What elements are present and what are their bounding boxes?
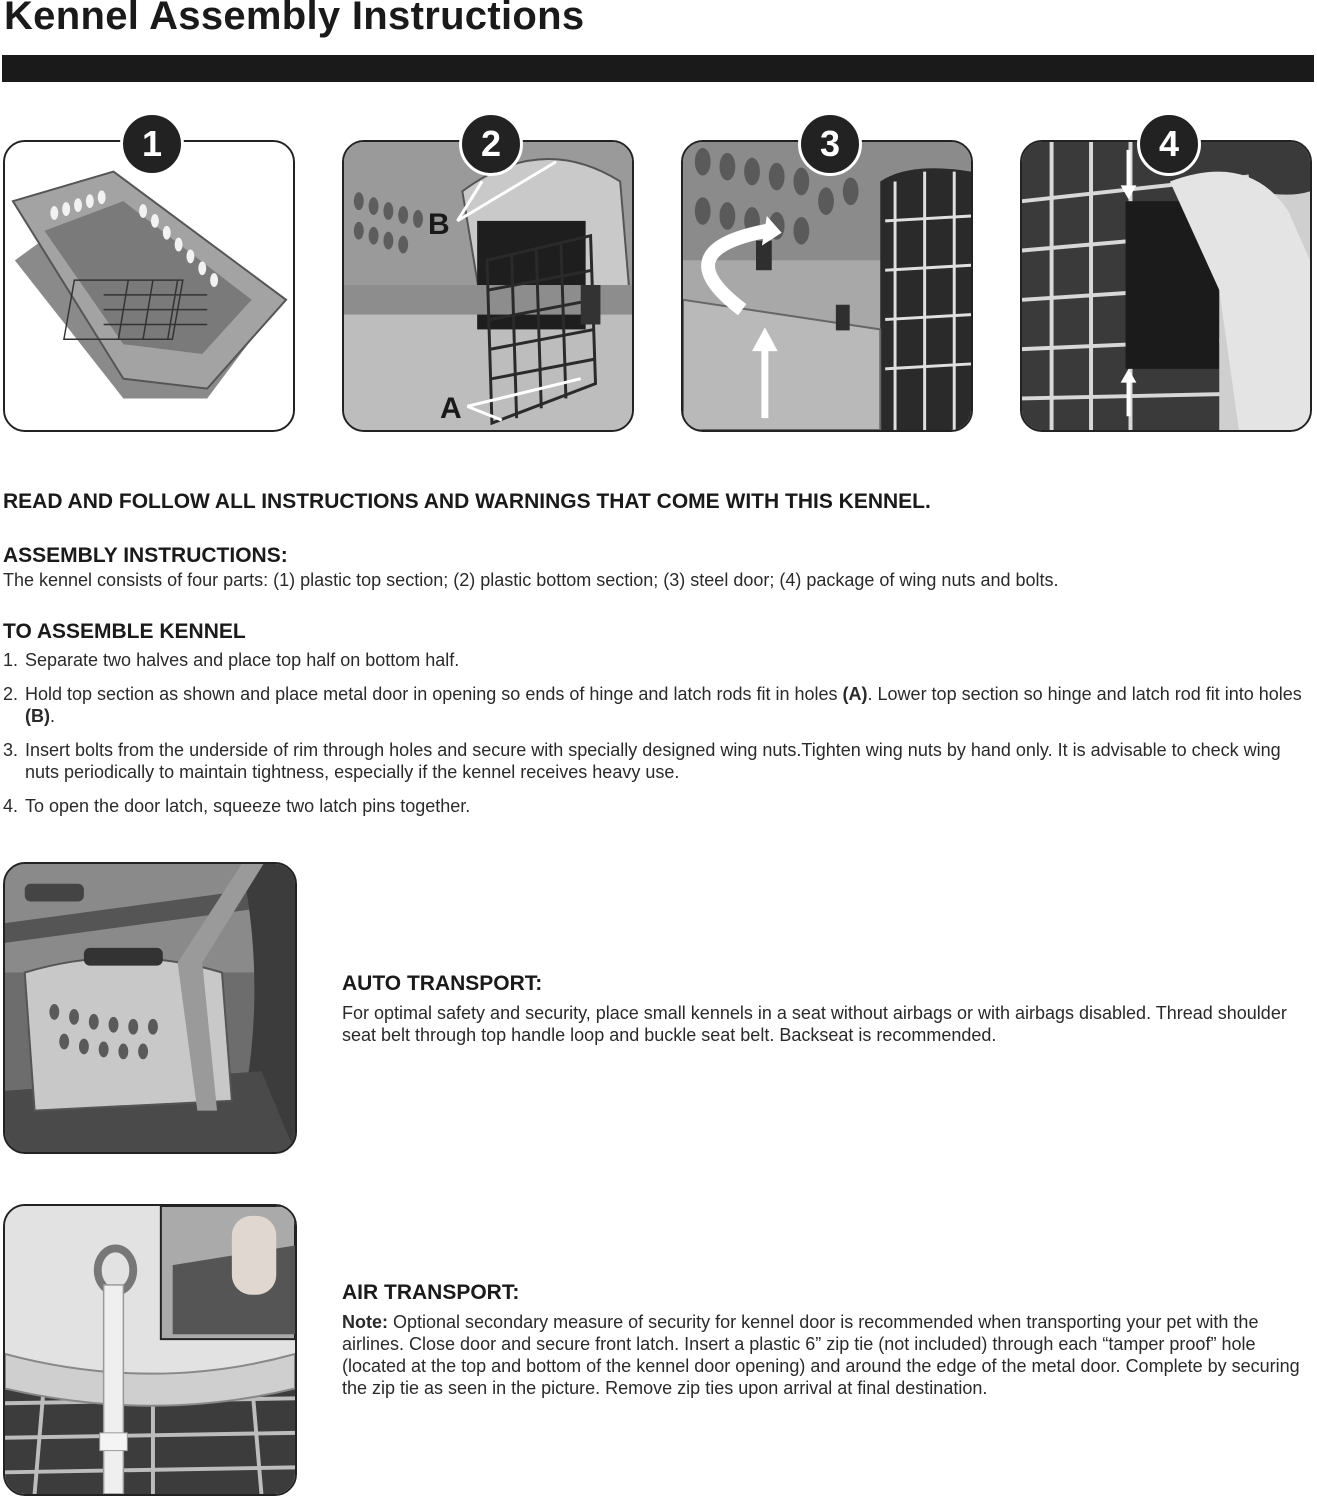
assemble-step-4 xyxy=(3,795,1313,817)
air-transport-heading: AIR TRANSPORT: xyxy=(342,1281,520,1304)
page-title: Kennel Assembly Instructions xyxy=(4,0,585,38)
auto-transport-heading: AUTO TRANSPORT: xyxy=(342,972,543,995)
step-2-illustration xyxy=(342,140,634,432)
door-latch-image xyxy=(1022,142,1310,430)
door-insert-image xyxy=(344,142,632,430)
step-4-badge: 4 xyxy=(1137,112,1201,176)
list-text xyxy=(25,683,1313,727)
label-a: A xyxy=(440,392,462,425)
step-3-illustration xyxy=(681,140,973,432)
assembly-instructions-heading: ASSEMBLY INSTRUCTIONS: xyxy=(3,544,288,567)
kennel-halves-image xyxy=(5,142,293,430)
air-transport-photo xyxy=(3,1204,297,1496)
label-b: B xyxy=(428,208,450,241)
step-3-badge: 3 xyxy=(798,112,862,176)
step-1-illustration xyxy=(3,140,295,432)
wing-nut-image xyxy=(683,142,971,430)
list-text-part: . xyxy=(50,706,56,726)
air-transport-body: Optional secondary measure of security for kennel door is recommended when transporting your pet with the airlines. Close door and secure front latch. Insert a plastic 6” zip tie (not included) through each “tamper proof” hole (located at the top and bottom of the kennel door opening) and around the edge of the metal door. Complete by securing the zip tie as seen in the picture. Remove zip ties upon arrival at final destination. xyxy=(342,1312,1300,1398)
list-number: 4. xyxy=(3,796,19,816)
to-assemble-heading: TO ASSEMBLE KENNEL xyxy=(3,620,246,643)
step-4-illustration xyxy=(1020,140,1312,432)
list-text-part: Hold top section as shown and place metal door in opening so ends of hinge and latch rods fit in holes xyxy=(25,684,843,704)
assemble-step-1 xyxy=(3,649,1313,671)
assembly-instructions-text: The kennel consists of four parts: (1) plastic top section; (2) plastic bottom section; (3) steel door; (4) package of wing nuts and bolts. xyxy=(3,570,1059,590)
list-text: To open the door latch, squeeze two latch pins together. xyxy=(25,796,471,816)
note-label: Note: xyxy=(342,1312,388,1332)
list-text: Insert bolts from the underside of rim through holes and secure with specially designed wing nuts.Tighten wing nuts by hand only. It is advisable to check wing nuts periodically to maintain tightness, especially if the kennel receives heavy use. xyxy=(25,740,1281,782)
read-warning-heading: READ AND FOLLOW ALL INSTRUCTIONS AND WARNINGS THAT COME WITH THIS KENNEL. xyxy=(3,490,931,513)
zip-tie-image xyxy=(5,1206,295,1494)
assemble-step-3 xyxy=(3,739,1313,783)
auto-transport-photo xyxy=(3,862,297,1154)
auto-transport-text: For optimal safety and security, place small kennels in a seat without airbags or with airbags disabled. Thread shoulder seat belt through top handle loop and buckle seat belt. Backseat is recommended. xyxy=(342,1003,1287,1045)
title-divider-bar xyxy=(2,55,1314,82)
hole-a-ref: (A) xyxy=(842,684,868,704)
hole-b-ref: (B) xyxy=(25,706,50,726)
list-text-part: . Lower top section so hinge and latch rod fit into holes xyxy=(867,684,1302,704)
step-2-badge: 2 xyxy=(459,112,523,176)
list-number: 1. xyxy=(3,650,19,670)
step-1-badge: 1 xyxy=(120,112,184,176)
list-text: Separate two halves and place top half on bottom half. xyxy=(25,650,460,670)
list-number: 2. xyxy=(3,684,19,704)
air-transport-text xyxy=(342,1311,1312,1399)
list-number: 3. xyxy=(3,740,19,760)
car-seat-kennel-image xyxy=(5,864,295,1152)
assemble-step-2 xyxy=(3,683,1313,727)
